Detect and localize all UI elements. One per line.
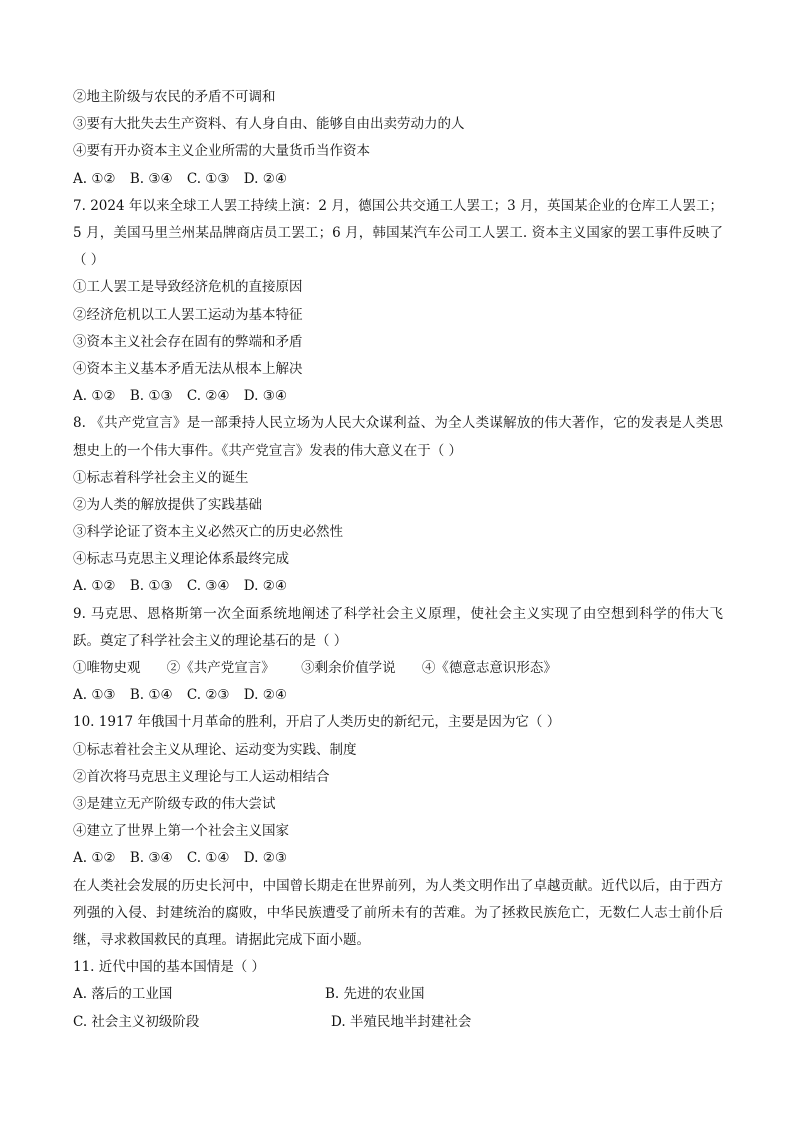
q6-item-2: ②地主阶级与农民的矛盾不可调和 — [73, 89, 276, 105]
q10-item-3: ③是建立无产阶级专政的伟大尝试 — [73, 795, 276, 812]
q10-stem: 10. 1917 年俄国十月革命的胜利，开启了人类历史的新纪元，主要是因为它（ ） — [73, 714, 561, 731]
q6-option-a[interactable]: A. ①② — [73, 170, 116, 187]
q11-stem: 11. 近代中国的基本国情是（ ） — [73, 959, 266, 976]
q10-item-2: ②首次将马克思主义理论与工人运动相结合 — [73, 768, 330, 785]
q7-stem: 7. 2024 年以来全球工人罢工持续上演：2 月，德国公共交通工人罢工；3 月，英国某企业的仓库工人罢工；5 月，美国马里兰州某品牌商店员工罢工；6 月，韩国某汽车公司工人罢工. 资本主义国家的罢工事件反映了（ ） — [73, 197, 723, 269]
q9-item-2: ②《共产党宣言》 — [166, 660, 275, 677]
q8-item-1: ①标志着科学社会主义的诞生 — [73, 469, 249, 486]
q8-item-3: ③科学论证了资本主义必然灭亡的历史必然性 — [73, 524, 343, 541]
q9-options — [73, 682, 723, 709]
q7-item-3: ③资本主义社会存在固有的弊端和矛盾 — [73, 333, 303, 350]
q11-options-row-1 — [73, 981, 723, 1008]
q9-item-1: ①唯物史观 — [73, 660, 141, 677]
q7-item-4: ④资本主义基本矛盾无法从根本上解决 — [73, 360, 303, 377]
q6-option-c[interactable]: C. ①③ — [186, 170, 230, 187]
reading-passage: 在人类社会发展的历史长河中，中国曾长期走在世界前列，为人类文明作出了卓越贡献。近代以后，由于西方列强的入侵、封建统治的腐败，中华民族遭受了前所未有的苦难。为了拯救民族危亡，无数仁人志士前仆后继，寻求救国救民的真理。请据此完成下面小题。 — [73, 877, 723, 948]
q10-options — [73, 845, 723, 872]
exam-page — [73, 84, 723, 1036]
q8-option-b[interactable]: B. ①③ — [129, 578, 173, 595]
q11-option-a[interactable]: A. 落后的工业国 — [73, 986, 173, 1003]
q8-option-a[interactable]: A. ①② — [73, 578, 116, 595]
q9-item-3: ③剩余价值学说 — [301, 660, 396, 677]
q10-option-d[interactable]: D. ②③ — [243, 850, 287, 867]
q7-option-b[interactable]: B. ①③ — [129, 388, 173, 405]
q8-options — [73, 573, 723, 600]
q8-item-2: ②为人类的解放提供了实践基础 — [73, 496, 262, 513]
q8-item-4: ④标志马克思主义理论体系最终完成 — [73, 551, 289, 568]
q9-items — [73, 655, 723, 682]
q10-item-1: ①标志着社会主义从理论、运动变为实践、制度 — [73, 741, 357, 758]
q11-options-row-2 — [73, 1009, 723, 1036]
q10-item-4: ④建立了世界上第一个社会主义国家 — [73, 823, 289, 840]
q6-item-3: ③要有大批失去生产资料、有人身自由、能够自由出卖劳动力的人 — [73, 116, 465, 133]
q7-item-1: ①工人罢工是导致经济危机的直接原因 — [73, 279, 303, 296]
q6-options — [73, 166, 723, 193]
q9-option-a[interactable]: A. ①③ — [73, 687, 116, 704]
q11-option-d[interactable]: D. 半殖民地半封建社会 — [331, 1013, 472, 1030]
q7-option-c[interactable]: C. ②④ — [186, 388, 230, 405]
q8-option-d[interactable]: D. ②④ — [243, 578, 287, 595]
q8-option-c[interactable]: C. ③④ — [186, 578, 230, 595]
q6-option-b[interactable]: B. ③④ — [129, 170, 173, 187]
q7-options — [73, 383, 723, 410]
q11-option-b[interactable]: B. 先进的农业国 — [325, 986, 425, 1003]
q6-option-d[interactable]: D. ②④ — [243, 170, 287, 187]
q10-option-a[interactable]: A. ①② — [73, 850, 116, 867]
q8-stem: 8. 《共产党宣言》是一部秉持人民立场为人民大众谋利益、为全人类谋解放的伟大著作，它的发表是人类思想史上的一个伟大事件。《共产党宣言》发表的伟大意义在于（ ） — [73, 415, 723, 459]
q9-item-4: ④《德意志意识形态》 — [421, 660, 557, 677]
q7-option-a[interactable]: A. ①② — [73, 388, 116, 405]
q6-item-4: ④要有开办资本主义企业所需的大量货币当作资本 — [73, 143, 370, 160]
q7-item-2: ②经济危机以工人罢工运动为基本特征 — [73, 306, 303, 323]
q9-option-d[interactable]: D. ②④ — [243, 687, 287, 704]
q9-stem: 9. 马克思、恩格斯第一次全面系统地阐述了科学社会主义原理，使社会主义实现了由空想到科学的伟大飞跃。奠定了科学社会主义的理论基石的是（ ） — [73, 605, 723, 649]
q10-option-c[interactable]: C. ①④ — [186, 850, 230, 867]
q11-option-c[interactable]: C. 社会主义初级阶段 — [73, 1013, 200, 1030]
q9-option-c[interactable]: C. ②③ — [186, 687, 230, 704]
q10-option-b[interactable]: B. ③④ — [129, 850, 173, 867]
q9-option-b[interactable]: B. ①④ — [129, 687, 173, 704]
q7-option-d[interactable]: D. ③④ — [243, 388, 287, 405]
